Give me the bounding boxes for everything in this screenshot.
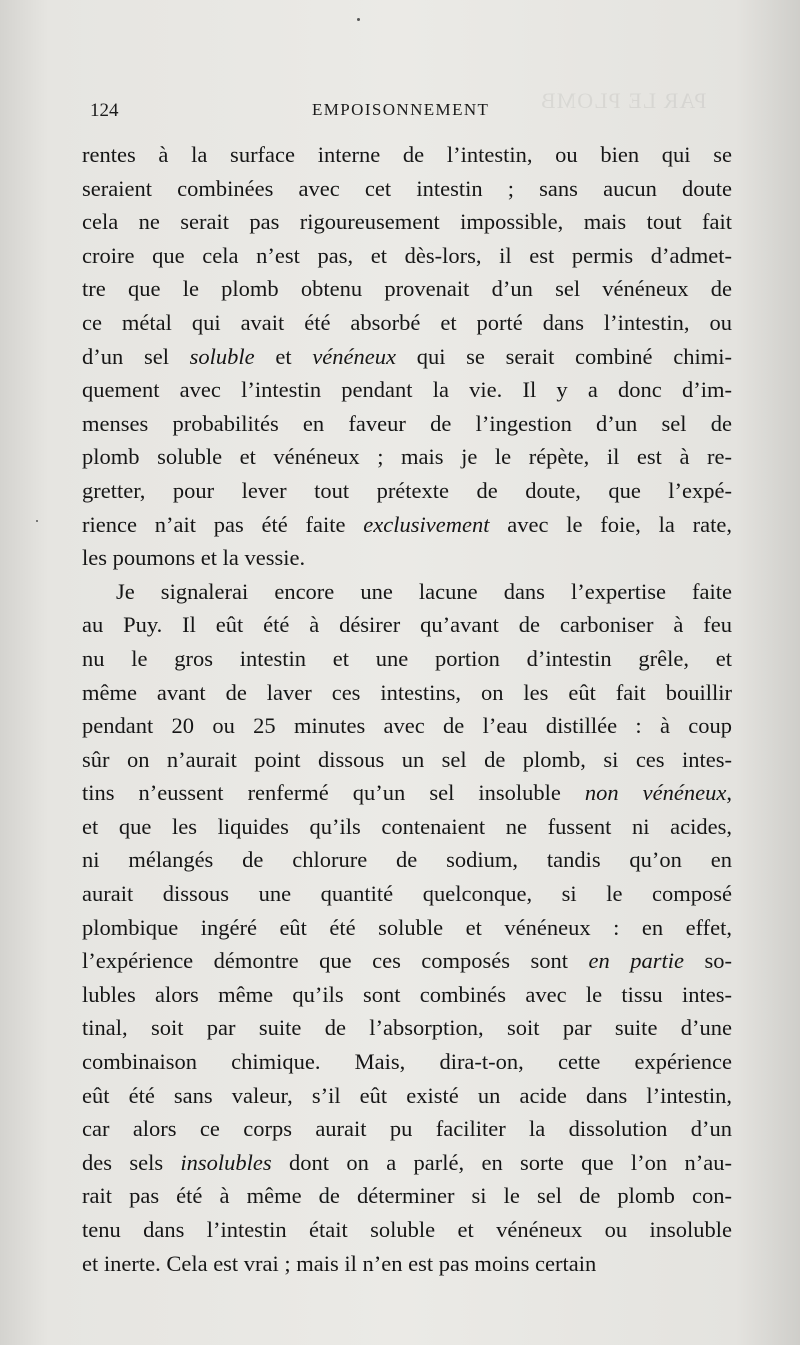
text-run: plomb soluble et vénéneux ; mais je le répète, il est à re- — [82, 444, 732, 470]
text-line — [82, 743, 732, 777]
text-run: tre que le plomb obtenu provenait d’un sel vénéneux de — [82, 276, 732, 302]
text-run: et inerte. Cela est vrai ; mais il n’en est pas moins certain — [82, 1250, 597, 1276]
text-run: et — [254, 343, 313, 369]
text-run: pendant 20 ou 25 minutes avec de l’eau distillée : à coup — [82, 713, 732, 739]
text-run: des sels — [82, 1149, 181, 1175]
text-line — [82, 138, 732, 172]
text-line — [82, 776, 732, 810]
text-line — [82, 1146, 732, 1180]
text-line — [82, 911, 732, 945]
text-line — [82, 944, 732, 978]
text-line — [82, 272, 732, 306]
text-line — [82, 440, 732, 474]
text-run: plombique ingéré eût été soluble et vénéneux : en effet, — [82, 914, 732, 940]
text-line — [82, 676, 732, 710]
text-line — [82, 474, 732, 508]
text-run: ni mélangés de chlorure de sodium, tandis qu’on en — [82, 847, 732, 873]
paper-speck — [36, 520, 38, 522]
text-run: et que les liquides qu’ils contenaient ne fussent ni acides, — [82, 813, 732, 839]
text-line — [82, 508, 732, 542]
italic-run: exclusivement — [363, 511, 490, 537]
show-through-text: PAR LE PLOMB — [540, 88, 707, 113]
text-run: même avant de laver ces intestins, on les eût fait bouillir — [82, 679, 732, 705]
text-line — [82, 709, 732, 743]
italic-run: soluble — [189, 343, 255, 369]
text-run: car alors ce corps aurait pu faciliter la dissolution d’un — [82, 1116, 732, 1142]
italic-run: non vénéneux — [584, 780, 727, 806]
italic-run: insolubles — [180, 1149, 272, 1175]
body-text — [82, 138, 732, 1280]
text-run: d’un sel — [82, 343, 190, 369]
text-line — [82, 1011, 732, 1045]
text-run: lubles alors même qu’ils sont combinés avec le tissu intes- — [82, 981, 732, 1007]
text-line — [82, 843, 732, 877]
paper-speck — [357, 18, 360, 21]
text-run: seraient combinées avec cet intestin ; sans aucun doute — [82, 175, 732, 201]
text-line — [82, 1079, 732, 1113]
italic-run: en partie — [588, 948, 685, 974]
text-line — [82, 1045, 732, 1079]
text-run: tinal, soit par suite de l’absorption, soit par suite d’une — [82, 1015, 732, 1041]
text-run: tenu dans l’intestin était soluble et vénéneux ou insoluble — [82, 1217, 732, 1242]
text-run: rience n’ait pas été faite — [82, 511, 364, 537]
text-line — [82, 205, 732, 239]
text-run: qui se serait combiné chimi- — [396, 343, 732, 369]
running-title: EMPOISONNEMENT — [312, 100, 490, 119]
text-run: combinaison chimique. Mais, dira-t-on, cette expérience — [82, 1049, 732, 1075]
text-line — [82, 340, 732, 374]
text-line — [82, 1213, 732, 1247]
text-run: so- — [684, 948, 733, 974]
text-line — [82, 1112, 732, 1146]
text-run: eût été sans valeur, s’il eût existé un acide dans l’intestin, — [82, 1082, 732, 1108]
text-run: sûr on n’aurait point dissous un sel de plomb, si ces intes- — [82, 746, 732, 772]
text-line — [82, 575, 732, 609]
text-line — [82, 239, 732, 273]
italic-run: vénéneux — [312, 343, 396, 369]
text-line — [82, 810, 732, 844]
text-line — [82, 306, 732, 340]
text-run: rentes à la surface interne de l’intestin, ou bien qui se — [82, 142, 732, 167]
text-run: cela ne serait pas rigoureusement impossible, mais tout fait — [82, 209, 732, 235]
text-run: nu le gros intestin et une portion d’intestin grêle, et — [82, 645, 732, 671]
text-run: quement avec l’intestin pendant la vie. Il y a donc d’im- — [82, 377, 732, 403]
text-run: ce métal qui avait été absorbé et porté dans l’intestin, ou — [82, 309, 732, 335]
text-run: Je signalerai encore une lacune dans l’expertise faite — [116, 578, 732, 604]
text-line — [82, 373, 732, 407]
text-run: gretter, pour lever tout prétexte de doute, que l’expé- — [82, 477, 732, 503]
text-run: au Puy. Il eût été à désirer qu’avant de carboniser à feu — [82, 612, 732, 638]
text-run: croire que cela n’est pas, et dès-lors, il est permis d’admet- — [82, 242, 732, 268]
text-line — [82, 407, 732, 441]
text-line — [82, 172, 732, 206]
paragraph — [82, 138, 732, 575]
text-line — [82, 1179, 732, 1213]
text-run: aurait dissous une quantité quelconque, si le composé — [82, 881, 732, 907]
text-line — [82, 1247, 732, 1281]
text-line — [82, 642, 732, 676]
text-line — [82, 608, 732, 642]
text-run: , — [726, 780, 732, 806]
text-run: rait pas été à même de déterminer si le sel de plomb con- — [82, 1183, 732, 1209]
text-run: menses probabilités en faveur de l’ingestion d’un sel de — [82, 410, 732, 436]
text-line — [82, 978, 732, 1012]
page-header — [90, 100, 730, 130]
text-run: dont on a parlé, en sorte que l’on n’au- — [271, 1149, 732, 1175]
text-run: les poumons et la vessie. — [82, 545, 306, 571]
paragraph — [82, 575, 732, 1280]
page-number: 124 — [90, 100, 119, 121]
text-run: tins n’eussent renfermé qu’un sel insoluble — [82, 780, 585, 806]
text-line — [82, 877, 732, 911]
text-run: l’expérience démontre que ces composés sont — [82, 948, 589, 974]
text-line — [82, 541, 732, 575]
text-run: avec le foie, la rate, — [489, 511, 733, 537]
